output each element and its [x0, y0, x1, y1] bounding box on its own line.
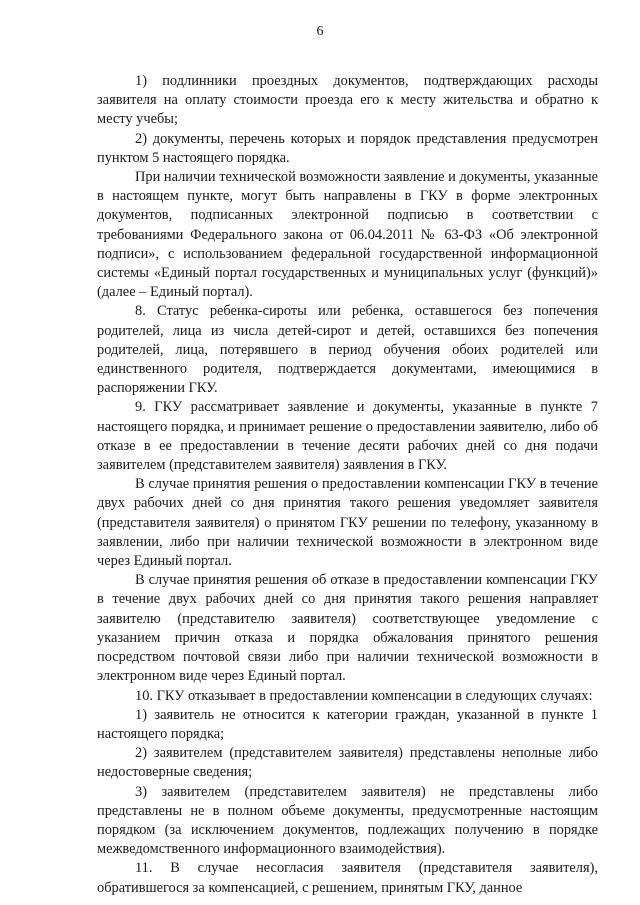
page-number: 6	[316, 24, 324, 39]
document-body	[97, 72, 598, 898]
paragraph-item-2-documents: 2) документы, перечень которых и порядок представления предусмотрен пунктом 5 настоящего порядка.	[97, 130, 598, 166]
paragraph-refusal-notice: В случае принятия решения об отказе в предоставлении компенсации ГКУ в течение двух рабочих дней со дня принятия такого решения направляет заявителю (представителю заявителя) соответствующее уведомление с указанием причин отказа и порядка обжалования принятого решения посредством почтовой связи либо при наличии технической возможности в электронном виде через Единый портал.	[97, 572, 598, 685]
paragraph-clause-11: 11. В случае несогласия заявителя (представителя заявителя), обратившегося за компенсацией, с решением, принятым ГКУ, данное	[97, 860, 598, 896]
paragraph-clause-10: 10. ГКУ отказывает в предоставлении компенсации в следующих случаях:	[135, 687, 593, 704]
paragraph-clause-9: 9. ГКУ рассматривает заявление и документы, указанные в пункте 7 настоящего порядка, и принимает решение о предоставлении заявителю, либо об отказе в ее предоставлении в течение десяти рабочих дней со дня подачи заявителем (представителем заявителя) заявления в ГКУ.	[97, 399, 598, 474]
paragraph-approval-notice: В случае принятия решения о предоставлении компенсации ГКУ в течение двух рабочих дней со дня принятия такого решения уведомляет заявителя (представителя заявителя) о принятом ГКУ решении по телефону, указанному в заявлении, либо при наличии технической возможности в электронном виде через Единый портал.	[97, 476, 598, 570]
paragraph-clause-8: 8. Статус ребенка-сироты или ребенка, оставшегося без попечения родителей, лица из числа детей-сирот и детей, оставшихся без попечения родителей, лица, потерявшего в период обучения обоих родителей или единственного родителя, подтверждается документами, имеющимися в распоряжении ГКУ.	[97, 303, 598, 397]
paragraph-item-1-original-tickets: 1) подлинники проездных документов, подтверждающих расходы заявителя на оплату стоимости проезда его к месту жительства и обратно к месту учебы;	[97, 73, 598, 128]
paragraph-electronic-submission: При наличии технической возможности заявление и документы, указанные в настоящем пункте, могут быть направлены в ГКУ в форме электронных документов, подписанных электронной подписью в соответствии с требованиями Федерального закона от 06.04.2011 № 63-ФЗ «Об электронной подписи», с использованием федеральной государственной информационной системы «Единый портал государственных и муниципальных услуг (функций)» (далее – Единый портал).	[97, 169, 599, 301]
paragraph-refusal-reason-3: 3) заявителем (представителем заявителя) не представлены либо представлены не в полном объеме документы, предусмотренные настоящим порядком (за исключением документов, подлежащих получению в порядке межведомственного информационного взаимодействия).	[97, 783, 598, 858]
paragraph-refusal-reason-1: 1) заявитель не относится к категории граждан, указанной в пункте 1 настоящего порядка;	[97, 706, 598, 742]
paragraph-refusal-reason-2: 2) заявителем (представителем заявителя) представлены неполные либо недостоверные сведения;	[97, 745, 598, 781]
